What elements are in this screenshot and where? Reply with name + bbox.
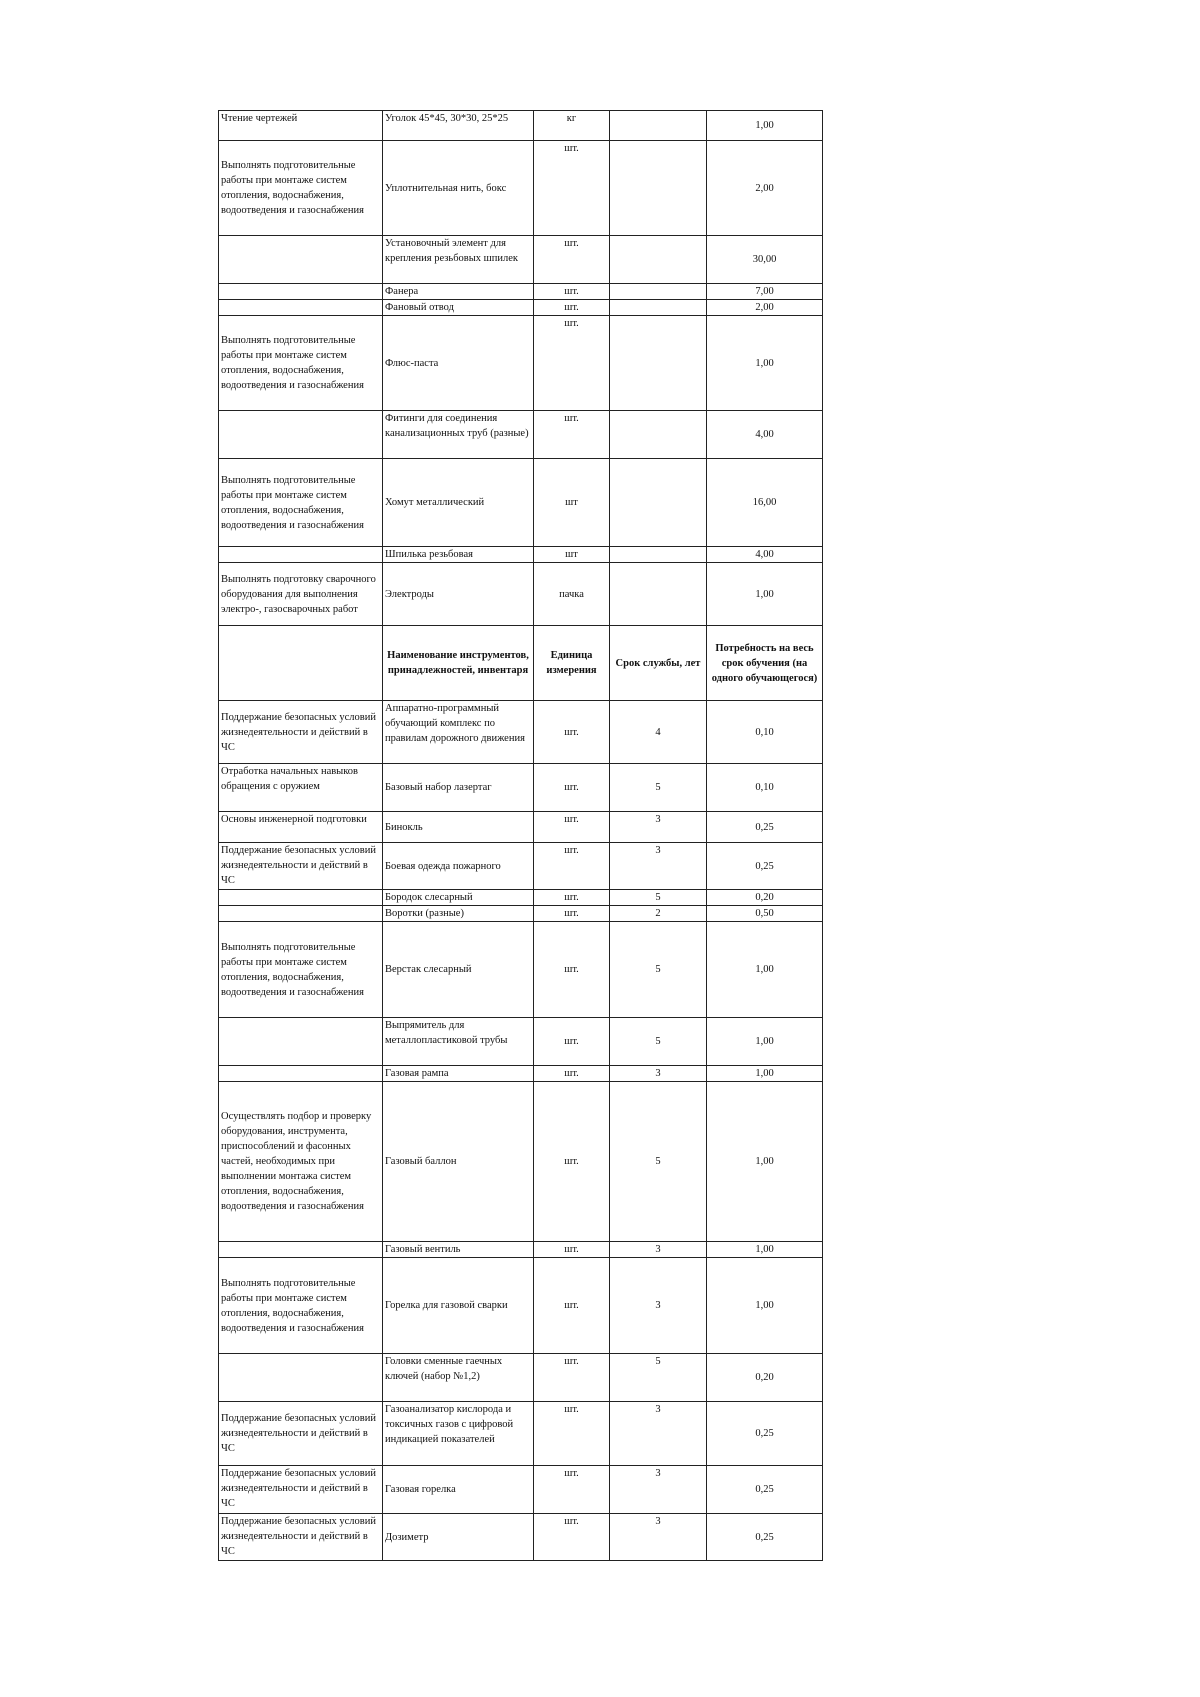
item-name-cell: Уплотнительная нить, бокс <box>383 141 534 236</box>
item-name-cell: Наименование инструментов, принадлежностей, инвентаря <box>383 626 534 701</box>
service-life-cell <box>610 459 707 547</box>
table-row <box>219 890 823 906</box>
unit-cell: шт. <box>534 236 610 284</box>
service-life-cell <box>610 111 707 141</box>
unit-cell: шт. <box>534 1066 610 1082</box>
table-row <box>219 906 823 922</box>
unit-cell: шт. <box>534 906 610 922</box>
unit-cell: шт <box>534 547 610 563</box>
requirement-cell: 1,00 <box>707 1066 823 1082</box>
service-life-cell <box>610 300 707 316</box>
item-name-cell: Газовый баллон <box>383 1082 534 1242</box>
item-name-cell: Электроды <box>383 563 534 626</box>
table-header-row <box>219 626 823 701</box>
activity-cell <box>219 300 383 316</box>
unit-cell: шт. <box>534 1082 610 1242</box>
unit-cell: шт <box>534 459 610 547</box>
requirement-cell: 30,00 <box>707 236 823 284</box>
service-life-cell <box>610 411 707 459</box>
service-life-cell: Срок службы, лет <box>610 626 707 701</box>
item-name-cell: Установочный элемент для крепления резьбовых шпилек <box>383 236 534 284</box>
table-row <box>219 764 823 812</box>
service-life-cell: 3 <box>610 1066 707 1082</box>
activity-cell <box>219 236 383 284</box>
service-life-cell <box>610 236 707 284</box>
table-row <box>219 1514 823 1561</box>
unit-cell: пачка <box>534 563 610 626</box>
activity-cell: Поддержание безопасных условий жизнедеятельности и действий в ЧС <box>219 1466 383 1514</box>
table-row <box>219 300 823 316</box>
unit-cell: шт. <box>534 1402 610 1466</box>
table-row <box>219 547 823 563</box>
item-name-cell: Фановый отвод <box>383 300 534 316</box>
item-name-cell: Базовый набор лазертаг <box>383 764 534 812</box>
item-name-cell: Верстак слесарный <box>383 922 534 1018</box>
item-name-cell: Газовая рампа <box>383 1066 534 1082</box>
table-row <box>219 1082 823 1242</box>
item-name-cell: Бинокль <box>383 812 534 843</box>
service-life-cell: 5 <box>610 922 707 1018</box>
requirement-cell: 1,00 <box>707 922 823 1018</box>
table-row <box>219 1354 823 1402</box>
activity-cell: Выполнять подготовительные работы при монтаже систем отопления, водоснабжения, водоотведения и газоснабжения <box>219 922 383 1018</box>
requirement-cell: 16,00 <box>707 459 823 547</box>
requirement-cell: 2,00 <box>707 300 823 316</box>
requirement-cell: 1,00 <box>707 1082 823 1242</box>
service-life-cell <box>610 284 707 300</box>
requirement-cell: 1,00 <box>707 1018 823 1066</box>
table-row <box>219 922 823 1018</box>
unit-cell: шт. <box>534 316 610 411</box>
unit-cell: шт. <box>534 411 610 459</box>
service-life-cell: 3 <box>610 1402 707 1466</box>
activity-cell <box>219 906 383 922</box>
item-name-cell: Флюс-паста <box>383 316 534 411</box>
item-name-cell: Аппаратно-программный обучающий комплекс по правилам дорожного движения <box>383 701 534 764</box>
activity-cell: Поддержание безопасных условий жизнедеятельности и действий в ЧС <box>219 701 383 764</box>
activity-cell: Чтение чертежей <box>219 111 383 141</box>
activity-cell <box>219 1066 383 1082</box>
service-life-cell: 5 <box>610 1018 707 1066</box>
activity-cell: Выполнять подготовительные работы при монтаже систем отопления, водоснабжения, водоотведения и газоснабжения <box>219 459 383 547</box>
table-row <box>219 1242 823 1258</box>
table-row <box>219 236 823 284</box>
service-life-cell <box>610 547 707 563</box>
activity-cell <box>219 1018 383 1066</box>
unit-cell: шт. <box>534 141 610 236</box>
table-row <box>219 563 823 626</box>
unit-cell: шт. <box>534 890 610 906</box>
equipment-table <box>218 110 823 1561</box>
unit-cell: шт. <box>534 701 610 764</box>
requirement-cell: 0,25 <box>707 843 823 890</box>
item-name-cell: Выпрямитель для металлопластиковой трубы <box>383 1018 534 1066</box>
unit-cell: Единица измерения <box>534 626 610 701</box>
activity-cell: Выполнять подготовительные работы при монтаже систем отопления, водоснабжения, водоотведения и газоснабжения <box>219 141 383 236</box>
table-row <box>219 111 823 141</box>
activity-cell: Выполнять подготовительные работы при монтаже систем отопления, водоснабжения, водоотведения и газоснабжения <box>219 1258 383 1354</box>
item-name-cell: Горелка для газовой сварки <box>383 1258 534 1354</box>
activity-cell: Поддержание безопасных условий жизнедеятельности и действий в ЧС <box>219 1514 383 1561</box>
table-row <box>219 1258 823 1354</box>
unit-cell: кг <box>534 111 610 141</box>
service-life-cell: 5 <box>610 764 707 812</box>
item-name-cell: Уголок 45*45, 30*30, 25*25 <box>383 111 534 141</box>
requirement-cell: 4,00 <box>707 411 823 459</box>
service-life-cell: 5 <box>610 1082 707 1242</box>
unit-cell: шт. <box>534 764 610 812</box>
service-life-cell <box>610 563 707 626</box>
service-life-cell: 3 <box>610 1258 707 1354</box>
unit-cell: шт. <box>534 284 610 300</box>
activity-cell: Отработка начальных навыков обращения с оружием <box>219 764 383 812</box>
requirement-cell: 1,00 <box>707 1242 823 1258</box>
activity-cell: Осуществлять подбор и проверку оборудования, инструмента, приспособлений и фасонных частей, необходимых при выполнении монтажа систем отопления, водоснабжения, водоотведения и газоснабжения <box>219 1082 383 1242</box>
service-life-cell: 3 <box>610 1466 707 1514</box>
table-row <box>219 1402 823 1466</box>
table-row <box>219 459 823 547</box>
activity-cell <box>219 1242 383 1258</box>
unit-cell: шт. <box>534 1258 610 1354</box>
requirement-cell: 0,10 <box>707 764 823 812</box>
service-life-cell: 4 <box>610 701 707 764</box>
table-row <box>219 701 823 764</box>
unit-cell: шт. <box>534 1514 610 1561</box>
requirement-cell: 2,00 <box>707 141 823 236</box>
unit-cell: шт. <box>534 922 610 1018</box>
unit-cell: шт. <box>534 1466 610 1514</box>
table-row <box>219 1466 823 1514</box>
item-name-cell: Воротки (разные) <box>383 906 534 922</box>
table-row <box>219 141 823 236</box>
unit-cell: шт. <box>534 1354 610 1402</box>
item-name-cell: Фитинги для соединения канализационных труб (разные) <box>383 411 534 459</box>
item-name-cell: Газовая горелка <box>383 1466 534 1514</box>
item-name-cell: Дозиметр <box>383 1514 534 1561</box>
activity-cell <box>219 547 383 563</box>
unit-cell: шт. <box>534 1018 610 1066</box>
requirement-cell: 1,00 <box>707 111 823 141</box>
requirement-cell: 0,25 <box>707 812 823 843</box>
item-name-cell: Хомут металлический <box>383 459 534 547</box>
requirement-cell: 0,10 <box>707 701 823 764</box>
service-life-cell: 3 <box>610 1514 707 1561</box>
item-name-cell: Газоанализатор кислорода и токсичных газов с цифровой индикацией показателей <box>383 1402 534 1466</box>
requirement-cell: 1,00 <box>707 1258 823 1354</box>
unit-cell: шт. <box>534 843 610 890</box>
unit-cell: шт. <box>534 300 610 316</box>
activity-cell: Поддержание безопасных условий жизнедеятельности и действий в ЧС <box>219 843 383 890</box>
requirement-cell: 1,00 <box>707 316 823 411</box>
requirement-cell: 4,00 <box>707 547 823 563</box>
activity-cell: Поддержание безопасных условий жизнедеятельности и действий в ЧС <box>219 1402 383 1466</box>
requirement-cell: 0,25 <box>707 1514 823 1561</box>
service-life-cell <box>610 141 707 236</box>
activity-cell <box>219 890 383 906</box>
table-row <box>219 843 823 890</box>
service-life-cell: 3 <box>610 843 707 890</box>
table-row <box>219 812 823 843</box>
item-name-cell: Головки сменные гаечных ключей (набор №1,2) <box>383 1354 534 1402</box>
activity-cell <box>219 626 383 701</box>
activity-cell: Выполнять подготовительные работы при монтаже систем отопления, водоснабжения, водоотведения и газоснабжения <box>219 316 383 411</box>
activity-cell <box>219 284 383 300</box>
table-row <box>219 411 823 459</box>
requirement-cell: 0,25 <box>707 1402 823 1466</box>
activity-cell <box>219 1354 383 1402</box>
requirement-cell: Потребность на весь срок обучения (на одного обучающегося) <box>707 626 823 701</box>
unit-cell: шт. <box>534 812 610 843</box>
item-name-cell: Фанера <box>383 284 534 300</box>
requirement-cell: 0,20 <box>707 890 823 906</box>
item-name-cell: Шпилька резьбовая <box>383 547 534 563</box>
unit-cell: шт. <box>534 1242 610 1258</box>
service-life-cell: 5 <box>610 1354 707 1402</box>
table-row <box>219 284 823 300</box>
service-life-cell: 2 <box>610 906 707 922</box>
requirement-cell: 7,00 <box>707 284 823 300</box>
requirement-cell: 0,50 <box>707 906 823 922</box>
item-name-cell: Газовый вентиль <box>383 1242 534 1258</box>
service-life-cell <box>610 316 707 411</box>
table-row <box>219 316 823 411</box>
requirement-cell: 1,00 <box>707 563 823 626</box>
service-life-cell: 5 <box>610 890 707 906</box>
service-life-cell: 3 <box>610 1242 707 1258</box>
item-name-cell: Бородок слесарный <box>383 890 534 906</box>
table-row <box>219 1018 823 1066</box>
activity-cell: Основы инженерной подготовки <box>219 812 383 843</box>
requirement-cell: 0,25 <box>707 1466 823 1514</box>
requirement-cell: 0,20 <box>707 1354 823 1402</box>
item-name-cell: Боевая одежда пожарного <box>383 843 534 890</box>
activity-cell <box>219 411 383 459</box>
table-row <box>219 1066 823 1082</box>
service-life-cell: 3 <box>610 812 707 843</box>
activity-cell: Выполнять подготовку сварочного оборудования для выполнения электро-, газосварочных работ <box>219 563 383 626</box>
